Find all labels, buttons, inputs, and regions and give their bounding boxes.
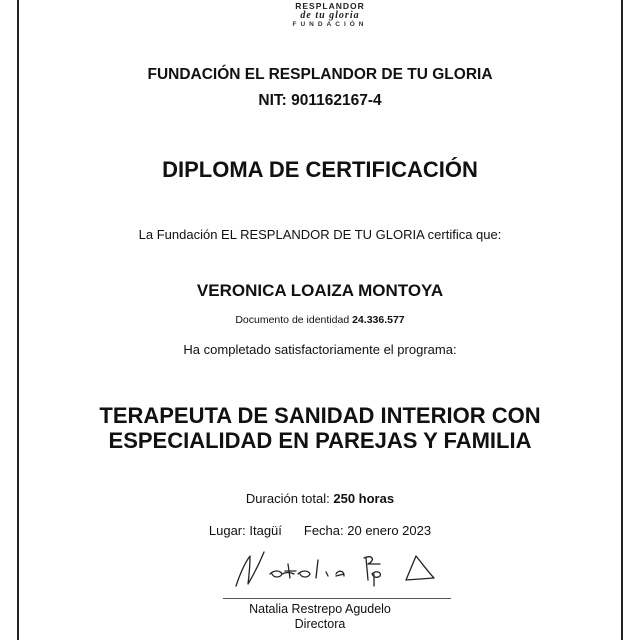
recipient-name: VERONICA LOAIZA MONTOYA [196, 281, 444, 300]
id-number: 24.336.577 [352, 314, 405, 326]
logo-line-3: FUNDACIÓN [292, 21, 368, 28]
signer-role: Directora [294, 617, 346, 631]
program-line-1: TERAPEUTA DE SANIDAD INTERIOR CON [99, 403, 541, 428]
organization-nit: NIT: 901162167-4 [258, 92, 382, 109]
place: Lugar: Itagüí [208, 523, 282, 538]
program-name [0, 403, 640, 453]
certification-intro: La Fundación EL RESPLANDOR DE TU GLORIA certifica que: [138, 227, 502, 242]
signer-name: Natalia Restrepo Agudelo [249, 602, 391, 616]
completed-text: Ha completado satisfactoriamente el programa: [183, 342, 457, 357]
duration-label: Duración total: [245, 491, 330, 506]
logo-line-1: RESPLANDOR [295, 1, 365, 11]
id-label: Documento de identidad [235, 314, 350, 326]
signature-line [223, 598, 451, 599]
organization-name: FUNDACIÓN EL RESPLANDOR DE TU GLORIA [147, 66, 493, 83]
diploma-title: DIPLOMA DE CERTIFICACIÓN [162, 157, 478, 182]
place-and-date [0, 523, 640, 538]
identity-document [0, 314, 640, 326]
duration-value: 250 horas [333, 491, 395, 506]
logo-line-2: de tu gloria [300, 10, 360, 21]
duration [0, 491, 640, 506]
date: Fecha: 20 enero 2023 [303, 523, 432, 538]
signature-image [230, 544, 450, 594]
foundation-logo [280, 0, 380, 34]
program-line-2: ESPECIALIDAD EN PAREJAS Y FAMILIA [108, 428, 532, 453]
